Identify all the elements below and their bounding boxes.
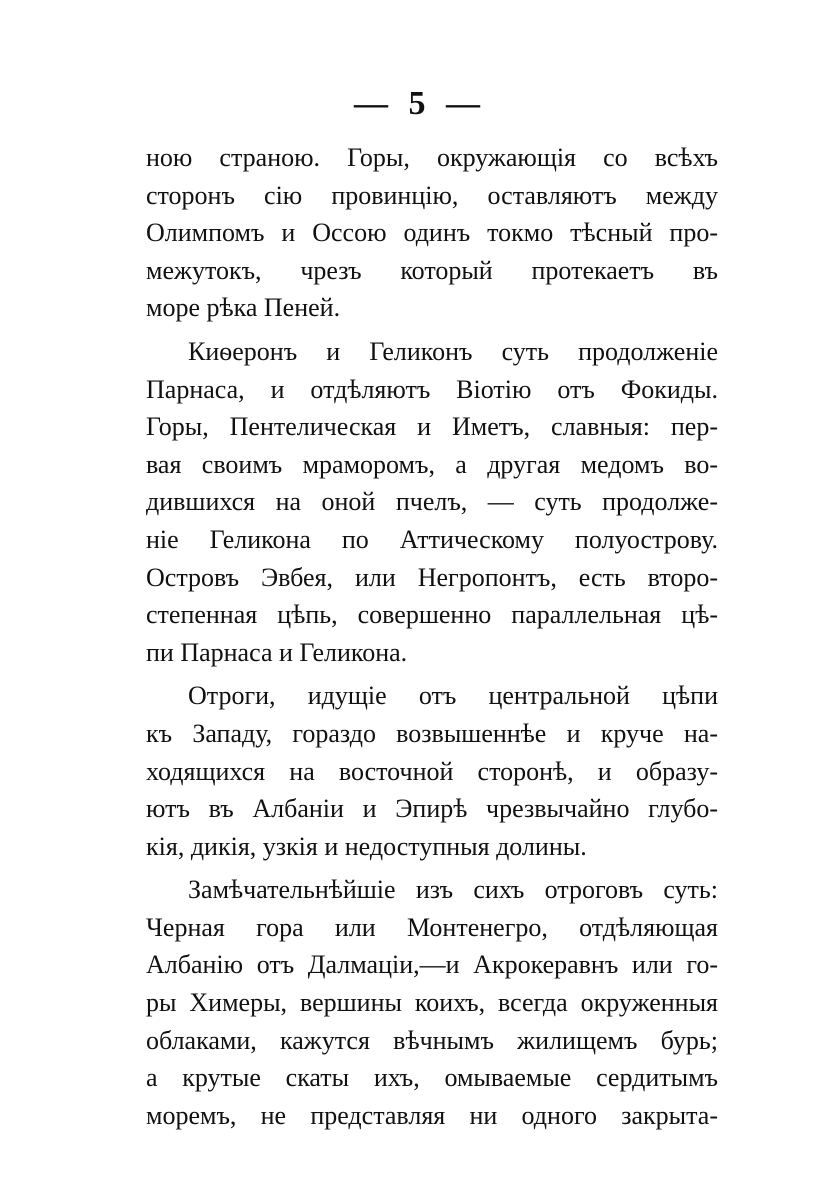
text-line: ною страною. Горы, окружающія со всѣхъ (146, 143, 718, 172)
text-line: степенная цѣпь, совершенно параллельная цѣ- (146, 600, 718, 630)
text-line: дившихся на оной пчелъ, — суть продолже- (146, 487, 718, 517)
paragraph-3 (146, 677, 718, 865)
text-line: ніе Геликона по Аттическому полуострову. (146, 524, 718, 554)
text-line: Олимпомъ и Оссою одинъ токмо тѣсный про- (146, 218, 718, 248)
text-line: Отроги, идущіе отъ центральной цѣпи (188, 681, 718, 711)
paragraph-1 (146, 139, 718, 327)
text-line: межутокъ, чрезъ который протекаетъ въ (146, 255, 718, 285)
text-line: Островъ Эвбея, или Негропонтъ, есть второ- (146, 562, 718, 592)
text-line: пи Парнаса и Геликона. (146, 637, 408, 667)
text-line: Албанію отъ Далмаціи,—и Акрокеравнъ или го- (146, 950, 718, 980)
text-line: Парнаса, и отдѣляютъ Віотію отъ Фокиды. (146, 374, 718, 404)
page-number: — 5 — (354, 85, 486, 122)
paragraph-4 (146, 871, 718, 1134)
text-line: а крутые скаты ихъ, омываемые сердитымъ (146, 1063, 718, 1093)
text-line: Киѳеронъ и Геликонъ суть продолженіе (188, 336, 718, 366)
text-line: ры Химеры, вершины коихъ, всегда окруженныя (146, 988, 718, 1018)
text-line: моремъ, не представляя ни одного закрыта- (146, 1100, 718, 1130)
text-line: сторонъ сію провинцію, оставляютъ между (146, 180, 718, 210)
text-line: Черная гора или Монтенегро, отдѣляющая (146, 912, 718, 942)
text-line: кія, дикія, узкія и недоступныя долины. (146, 831, 587, 861)
paragraph-2 (146, 333, 718, 671)
text-line: море рѣка Пеней. (146, 293, 341, 323)
text-line: къ Западу, гораздо возвышеннѣе и круче на- (146, 718, 718, 748)
text-line: облаками, кажутся вѣчнымъ жилищемъ бурь; (146, 1025, 718, 1055)
text-line: ютъ въ Албаніи и Эпирѣ чрезвычайно глубо- (146, 794, 718, 824)
text-line: вая своимъ мраморомъ, а другая медомъ во- (146, 449, 718, 479)
text-line: ходящихся на восточной сторонѣ, и образу- (146, 756, 718, 786)
body-text (146, 139, 718, 1134)
text-line: Замѣчательнѣйшіе изъ сихъ отроговъ суть: (188, 875, 718, 905)
text-line: Горы, Пентелическая и Иметъ, славныя: пер- (146, 412, 718, 442)
